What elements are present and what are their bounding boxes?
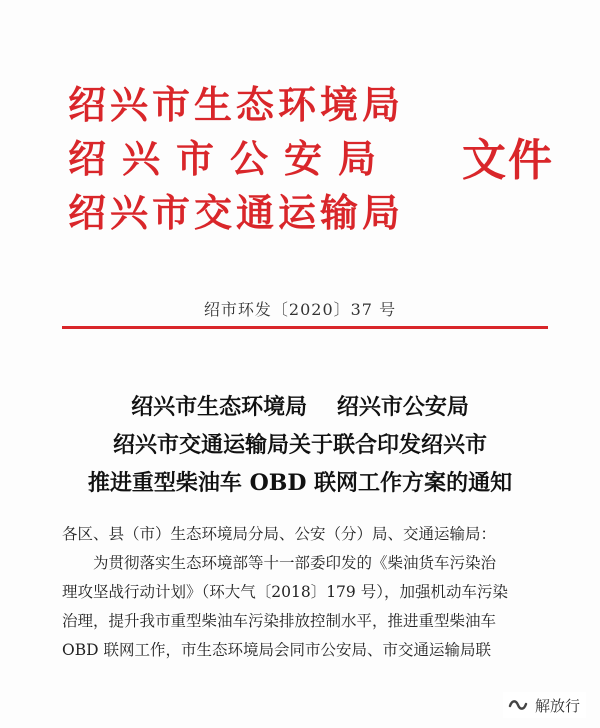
document-number: 绍市环发〔2020〕37 号 [203, 300, 397, 319]
watermark-account-name: 解放行 [534, 696, 580, 715]
issuer-public-security-bureau: 绍兴市公安局 [68, 136, 393, 181]
document-body [62, 520, 552, 665]
red-header-divider [62, 326, 548, 329]
body-line: OBD 联网工作，市生态环境局会同市公安局、市交通运输局联 [62, 641, 491, 659]
account-watermark [503, 692, 586, 718]
notice-title [0, 388, 600, 502]
issuer-ecology-bureau: 绍兴市生态环境局 [68, 82, 405, 127]
issuer-transport-bureau: 绍兴市交通运输局 [68, 190, 405, 235]
body-line: 为贯彻落实生态环境部等十一部委印发的《柴油货车污染治 [93, 554, 497, 572]
body-line: 理攻坚战行动计划》（环大气〔2018〕179 号），加强机动车污染 [62, 583, 508, 601]
title-line: 绍兴市交通运输局关于联合印发绍兴市 [112, 432, 487, 458]
title-line: 绍兴市生态环境局 绍兴市公安局 [131, 394, 469, 420]
body-line: 治理，提升我市重型柴油车污染排放控制水平，推进重型柴油车 [62, 612, 497, 630]
wechat-channel-logo-icon [507, 694, 529, 716]
document-type-label: 文件 [462, 135, 554, 186]
issuing-agencies-header [68, 78, 404, 240]
recipients-line: 各区、县（市）生态环境局分局、公安（分）局、交通运输局： [62, 525, 497, 543]
title-line: 推进重型柴油车 OBD 联网工作方案的通知 [87, 470, 513, 496]
